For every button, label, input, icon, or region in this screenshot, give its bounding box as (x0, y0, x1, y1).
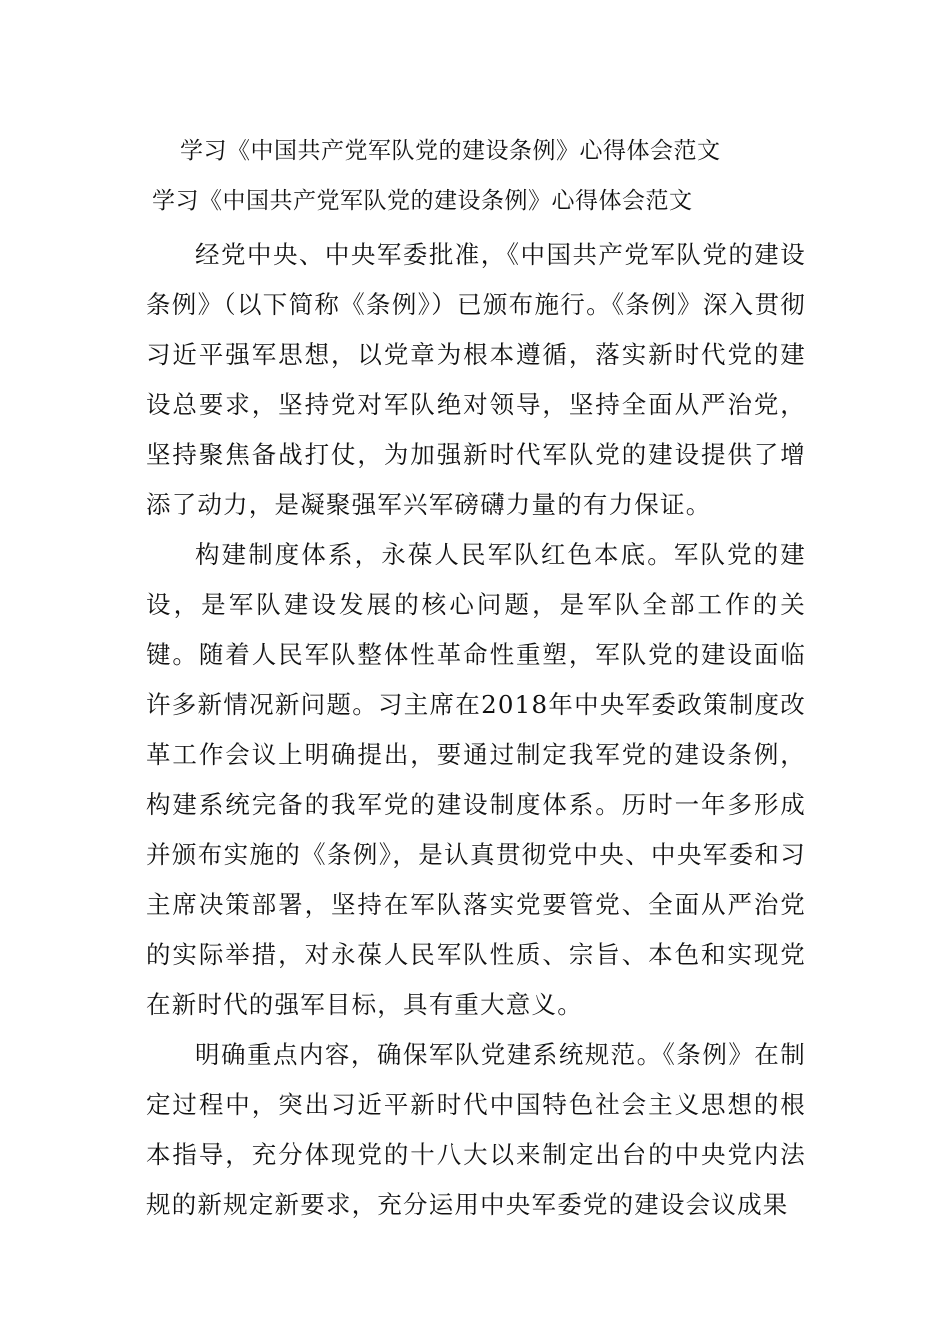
paragraph-2: 构建制度体系，永葆人民军队红色本底。军队党的建设，是军队建设发展的核心问题，是军队全部工作的关键。随着人民军队整体性革命性重塑，军队党的建设面临许多新情况新问题。习主席在2018年中央军委政策制度改革工作会议上明确提出，要通过制定我军党的建设条例，构建系统完备的我军党的建设制度体系。历时一年多形成并颁布实施的《条例》，是认真贯彻党中央、中央军委和习主席决策部署，坚持在军队落实党要管党、全面从严治党的实际举措，对永葆人民军队性质、宗旨、本色和实现党在新时代的强军目标，具有重大意义。 (146, 540, 806, 1019)
paragraph-3: 明确重点内容，确保军队党建系统规范。《条例》在制定过程中，突出习近平新时代中国特色社会主义思想的根本指导，充分体现党的十八大以来制定出台的中央党内法规的新规定新要求，充分运用中央军委党的建设会议成果 (146, 1040, 806, 1219)
document-title-line-2: 学习《中国共产党军队党的建设条例》心得体会范文 (152, 188, 693, 214)
document-title-line-1: 学习《中国共产党军队党的建设条例》心得体会范文 (180, 138, 721, 164)
paragraph-1: 经党中央、中央军委批准，《中国共产党军队党的建设条例》（以下简称《条例》）已颁布施行。《条例》深入贯彻习近平强军思想，以党章为根本遵循，落实新时代党的建设总要求，坚持党对军队绝对领导，坚持全面从严治党，坚持聚焦备战打仗，为加强新时代军队党的建设提供了增添了动力，是凝聚强军兴军磅礴力量的有力保证。 (146, 240, 806, 519)
document-body (146, 230, 806, 1230)
